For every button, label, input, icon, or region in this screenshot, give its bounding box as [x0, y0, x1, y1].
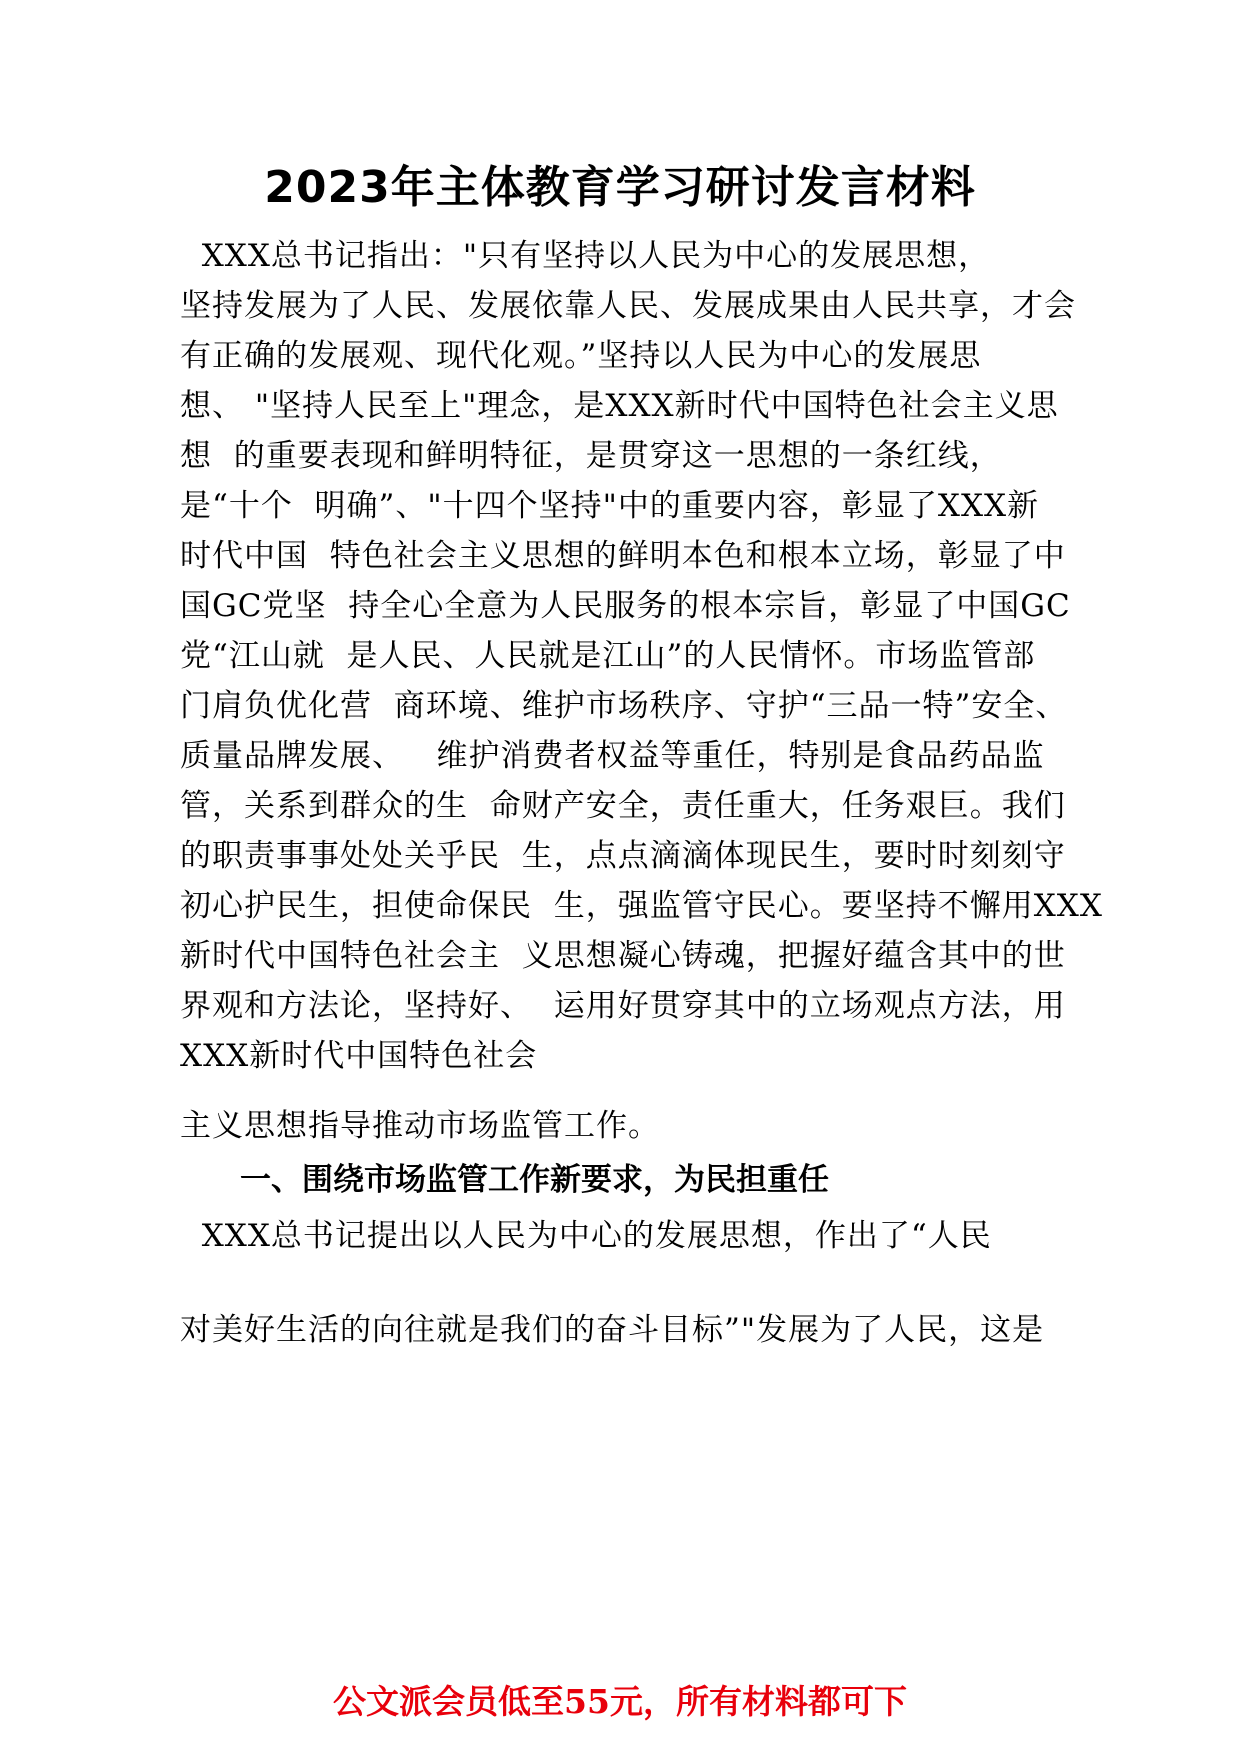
body-line: 初心护民生，担使命保民 生，强监管守民心。要坚持不懈用XXX — [180, 888, 1103, 924]
body-line: 国GC党坚 持全心全意为人民服务的根本宗旨，彰显了中国GC — [180, 588, 1071, 624]
document-title: 2023年主体教育学习研讨发言材料 — [264, 162, 976, 213]
body-line: 管，关系到群众的生 命财产安全，责任重大，任务艰巨。我们 — [180, 788, 1066, 824]
body-line: 的职责事事处处关乎民 生，点点滴滴体现民生，要时时刻刻守 — [180, 838, 1066, 874]
body-line: 门肩负优化营 商环境、维护市场秩序、守护“三品一特”安全、 — [180, 688, 1068, 724]
body-line: 新时代中国特色社会主 义思想凝心铸魂，把握好蕴含其中的世 — [180, 938, 1066, 974]
promo-footer: 公文派会员低至55元，所有材料都可下 — [333, 1682, 907, 1721]
body-line: 是“十个 明确”、"十四个坚持"中的重要内容，彰显了XXX新 — [180, 488, 1040, 524]
body-line: 对美好生活的向往就是我们的奋斗目标”"发展为了人民，这是 — [180, 1312, 1045, 1348]
body-line: XXX总书记提出以人民为中心的发展思想，作出了“人民 — [180, 1218, 992, 1254]
body-line: 想 的重要表现和鲜明特征，是贯穿这一思想的一条红线， — [180, 438, 1002, 474]
body-line: 质量品牌发展、 维护消费者权益等重任，特别是食品药品监 — [180, 738, 1045, 774]
body-line: XXX总书记指出："只有坚持以人民为中心的发展思想， — [180, 238, 991, 274]
body-line: 有正确的发展观、现代化观。”坚持以人民为中心的发展思 — [180, 338, 982, 374]
body-line: 党“江山就 是人民、人民就是江山”的人民情怀。市场监管部 — [180, 638, 1036, 674]
body-line: 界观和方法论，坚持好、 运用好贯穿其中的立场观点方法，用 — [180, 988, 1066, 1024]
body-line: 坚持发展为了人民、发展依靠人民、发展成果由人民共享，才会 — [180, 288, 1076, 324]
body-line: XXX新时代中国特色社会 — [180, 1038, 538, 1074]
body-line: 主义思想指导推动市场监管工作。 — [180, 1108, 660, 1144]
body-line: 想、 "坚持人民至上"理念，是XXX新时代中国特色社会主义思 — [180, 388, 1059, 424]
section-heading: 一、围绕市场监管工作新要求，为民担重任 — [240, 1162, 829, 1198]
body-line: 时代中国 特色社会主义思想的鲜明本色和根本立场，彰显了中 — [180, 538, 1066, 574]
